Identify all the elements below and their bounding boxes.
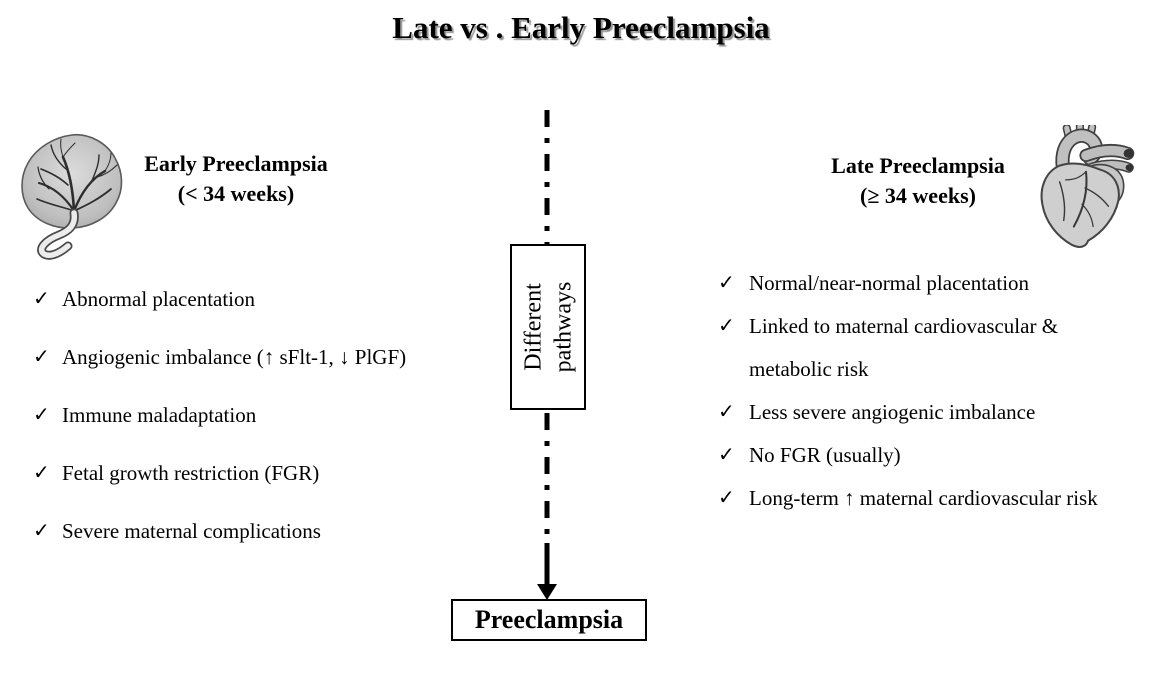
list-item-text: Long-term ↑ maternal cardiovascular risk — [749, 486, 1098, 510]
list-item — [33, 520, 473, 542]
list-item-text: Linked to maternal cardiovascular & metabolic risk — [749, 314, 1059, 381]
checkmark-icon: ✓ — [718, 444, 735, 466]
checkmark-icon: ✓ — [33, 404, 50, 426]
list-item-text: Fetal growth restriction (FGR) — [62, 461, 320, 485]
early-preeclampsia-header — [131, 149, 341, 209]
list-item — [718, 434, 1110, 477]
outcome-label: Preeclampsia — [474, 605, 624, 634]
checkmark-icon: ✓ — [33, 462, 50, 484]
checkmark-icon: ✓ — [33, 520, 50, 542]
late-preeclampsia-header — [813, 151, 1023, 211]
heart-icon — [1029, 125, 1141, 255]
checkmark-icon: ✓ — [718, 272, 735, 294]
list-item — [33, 404, 473, 426]
list-item-text: Abnormal placentation — [62, 287, 256, 311]
list-item — [33, 462, 473, 484]
list-item-text: Normal/near-normal placentation — [749, 271, 1030, 295]
early-heading: Early Preeclampsia — [144, 151, 328, 176]
list-item-text: No FGR (usually) — [749, 443, 901, 467]
list-item — [33, 288, 473, 310]
late-heading: Late Preeclampsia — [831, 153, 1005, 178]
early-subheading: (< 34 weeks) — [177, 181, 295, 206]
divider-label-line2: pathways — [550, 281, 576, 373]
early-preeclampsia-list — [33, 288, 473, 578]
divider-label-line1: Different — [520, 283, 546, 371]
placenta-icon — [13, 125, 133, 263]
late-preeclampsia-list — [718, 262, 1110, 520]
list-item — [718, 262, 1110, 305]
different-pathways-label — [518, 282, 578, 373]
different-pathways-box — [510, 244, 586, 410]
page-title: Late vs . Early Preeclampsia — [392, 10, 770, 45]
list-item — [718, 305, 1110, 391]
checkmark-icon: ✓ — [33, 288, 50, 310]
list-item-text: Angiogenic imbalance (↑ sFlt-1, ↓ PlGF) — [62, 345, 407, 369]
list-item — [718, 391, 1110, 434]
checkmark-icon: ✓ — [718, 487, 735, 509]
preeclampsia-outcome-box — [451, 599, 647, 641]
list-item-text: Severe maternal complications — [62, 519, 321, 543]
checkmark-icon: ✓ — [33, 346, 50, 368]
list-item — [33, 346, 473, 368]
late-subheading: (≥ 34 weeks) — [860, 183, 976, 208]
list-item-text: Immune maladaptation — [62, 403, 257, 427]
checkmark-icon: ✓ — [718, 401, 735, 423]
list-item-text: Less severe angiogenic imbalance — [749, 400, 1036, 424]
checkmark-icon: ✓ — [718, 315, 735, 337]
list-item — [718, 477, 1110, 520]
arrowhead-icon — [537, 584, 557, 600]
